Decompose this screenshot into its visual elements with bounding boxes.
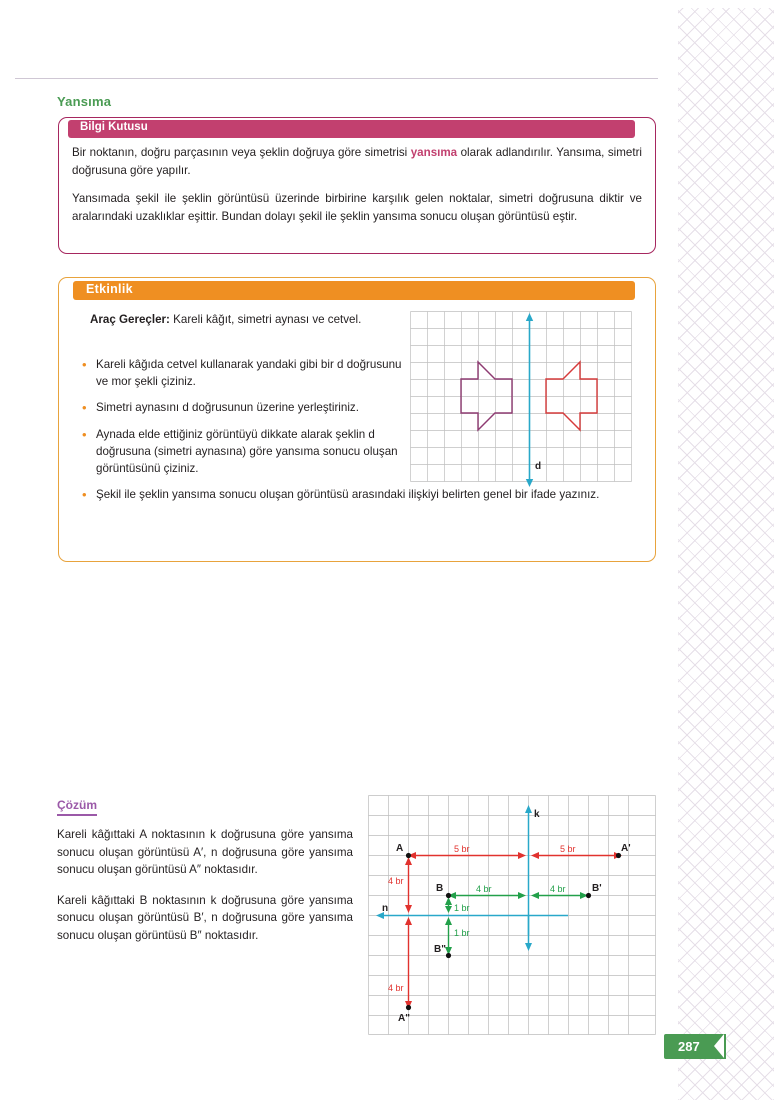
info-paragraph-1-post: olarak adlandırılır. Yansıma, simetri doğrusuna göre yapılır. <box>72 146 643 177</box>
activity-header-bar <box>73 281 635 300</box>
line-k <box>525 805 540 951</box>
svg-text:5 br: 5 br <box>454 844 470 854</box>
info-box-body <box>72 144 642 236</box>
activity-materials <box>90 311 390 328</box>
grid-lines <box>411 312 632 482</box>
original-shape <box>461 362 512 430</box>
solution-figure <box>368 795 656 1035</box>
solution-body <box>57 826 353 958</box>
activity-materials-text: Kareli kâğıt, simetri aynası ve cetvel. <box>169 313 362 326</box>
info-paragraph-1-pre: Bir noktanın, doğru parçasının veya şeklin doğruya göre simetrisi <box>72 146 411 159</box>
svg-text:B": B" <box>434 944 446 955</box>
list-item: • Şekil ile şeklin yansıma sonucu oluşan görüntüsü arasındaki ilişkiyi belirten genel bir ifade yazınız. <box>80 486 652 503</box>
line-n-label: n <box>382 903 389 914</box>
svg-text:4 br: 4 br <box>388 876 404 886</box>
solution-label-underline <box>57 814 97 816</box>
page-number: 287 <box>678 1039 700 1054</box>
decorative-side-band <box>678 0 774 1100</box>
svg-text:5 br: 5 br <box>560 844 576 854</box>
band-top-spacer <box>678 0 774 8</box>
svg-text:A": A" <box>398 1013 410 1024</box>
info-box-title: Bilgi Kutusu <box>80 121 148 133</box>
mirror-line-d <box>526 313 533 487</box>
solution-label: Çözüm <box>57 798 97 812</box>
list-item: • Aynada elde ettiğiniz görüntüyü dikkate alarak şeklin d doğrusuna (simetri aynasına) göre yansıma sonucu oluşan görüntüsünü çiziniz. <box>80 426 406 478</box>
activity-grid-svg <box>410 311 632 494</box>
line-n <box>376 903 568 919</box>
page-badge-notch <box>714 1034 724 1058</box>
activity-figure <box>410 311 632 494</box>
measure-labels <box>388 844 576 993</box>
svg-text:B': B' <box>592 883 602 894</box>
list-item: • Kareli kâğıda cetvel kullanarak yandaki gibi bir d doğrusunu ve mor şekli çiziniz. <box>80 356 406 390</box>
svg-text:1 br: 1 br <box>454 928 470 938</box>
list-item: • Simetri aynasını d doğrusunun üzerine yerleştiriniz. <box>80 399 406 416</box>
info-paragraph-2: Yansımada şekil ile şeklin görüntüsü üzerinde birbirine karşılık gelen noktalar, simetri doğrusuna diktir ve aralarındaki uzaklıklar eşittir. Bundan dolayı şekil ile şeklin yansıma sonucu oluşan görüntüsü eştir. <box>72 192 642 223</box>
header-divider <box>15 78 658 79</box>
svg-text:4 br: 4 br <box>476 884 492 894</box>
svg-text:B: B <box>436 883 444 894</box>
point-labels <box>396 843 631 1024</box>
activity-materials-label: Araç Gereçler: <box>90 313 170 326</box>
svg-text:4 br: 4 br <box>388 983 404 993</box>
line-k-label: k <box>534 809 540 820</box>
solution-paragraph-2: Kareli kâğıttaki B noktasının k doğrusuna göre yansıma sonucu oluşan görüntüsü B′, n doğrusuna göre yansıma sonucu oluşan görüntüsü B″ noktasıdır. <box>57 893 353 942</box>
solution-paragraph-1: Kareli kâğıttaki A noktasının k doğrusuna göre yansıma sonucu oluşan görüntüsü A′, n doğrusuna göre yansıma sonucu oluşan görüntüsü A″ noktasıdır. <box>57 828 353 877</box>
page-title: Yansıma <box>57 94 112 109</box>
activity-title: Etkinlik <box>86 282 133 296</box>
svg-text:A': A' <box>621 843 631 854</box>
info-paragraph-1 <box>72 144 642 179</box>
reflected-shape <box>546 362 597 430</box>
svg-text:4 br: 4 br <box>550 884 566 894</box>
mirror-line-label: d <box>535 461 542 472</box>
info-box-header-bar <box>68 120 635 138</box>
solution-grid-svg <box>368 795 656 1035</box>
info-keyword: yansıma <box>410 146 458 159</box>
svg-text:A: A <box>396 843 404 854</box>
svg-text:1 br: 1 br <box>454 903 470 913</box>
